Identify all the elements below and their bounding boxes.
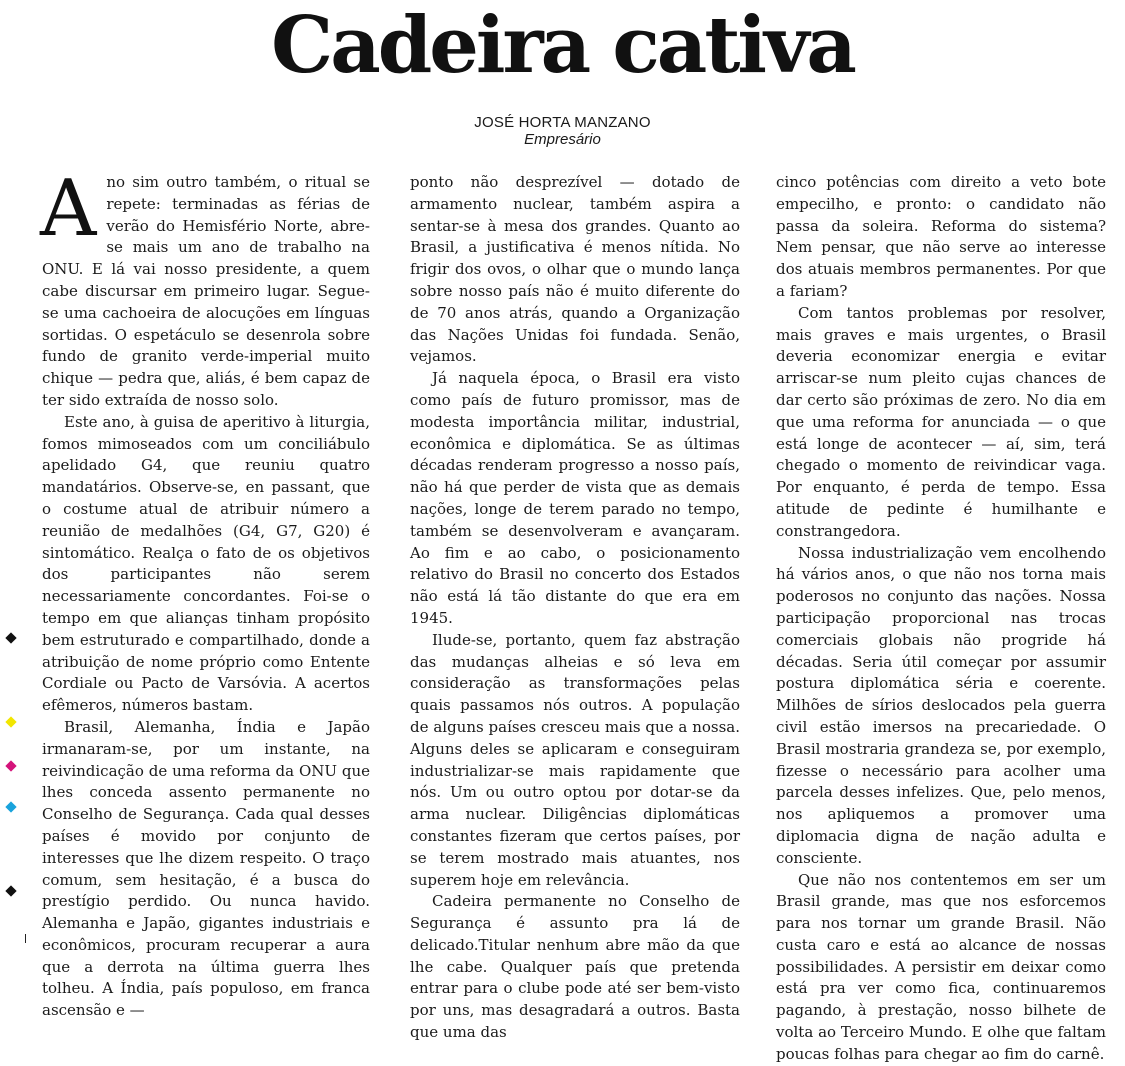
registration-mark-magenta bbox=[5, 760, 16, 771]
byline bbox=[0, 114, 1125, 148]
paragraph: Com tantos problemas por resolver, mais graves e mais urgentes, o Brasil deveria economizar energia e evitar arriscar-se num pleito cujas chances de dar certo são próximas de zero. No dia em que uma reforma for anunciada — o que está longe de acontecer — aí, sim, terá chegado o momento de reivindicar vaga. Por enquanto, é perda de tempo. Essa atitude de pedinte é humilhante e constrangedora. bbox=[776, 303, 1106, 540]
registration-mark-black bbox=[5, 885, 16, 896]
paragraph: Nossa industrialização vem encolhendo há vários anos, o que não nos torna mais poderosos no conjunto das nações. Nossa participação proporcional nas trocas comerciais globais não progride há décadas. Seria útil começar por assumir postura diplomática séria e coerente. Milhões de sírios deslocados pela guerra civil estão imersos na precariedade. O Brasil mostraria grandeza se, por exemplo, fizesse o necessário para acolher uma parcela desses infelizes. Que, pelo menos, nos apliquemos a promover uma diplomacia digna de nação adulta e consciente. bbox=[776, 543, 1106, 867]
paragraph-text: no sim outro também, o ritual se repete: terminadas as férias de verão do Hemisfério Norte, abre-se mais um ano de trabalho na ONU. E lá vai nosso presidente, a quem cabe discursar em primeiro lugar. Segue-se uma cachoeira de alocuções em línguas sortidas. O espetáculo se desenrola sobre fundo de granito verde-imperial muito chique — pedra que, aliás, é bem capaz de ter sido extraída de nosso solo. bbox=[42, 173, 370, 409]
author-name: JOSÉ HORTA MANZANO bbox=[474, 114, 651, 131]
paragraph bbox=[40, 164, 370, 412]
registration-mark-yellow bbox=[5, 716, 16, 727]
paragraph: Que não nos contentemos em ser um Brasil grande, mas que nos esforcemos para nos tornar um grande Brasil. Não custa caro e está ao alcance de nossas possibilidades. A persistir em deixar como está pra ver como fica, continuaremos pagando, à prestação, nosso bilhete de volta ao Terceiro Mundo. E olhe que faltam poucas folhas para chegar ao fim do carnê. bbox=[776, 870, 1106, 1063]
paragraph: Cadeira permanente no Conselho de Segurança é assunto pra lá de delicado.Titular nenhum abre mão da que lhe cabe. Qualquer país que pretenda entrar para o clube pode até ser bem-visto por uns, mas desagradará a outros. Basta que uma das bbox=[410, 892, 740, 1042]
drop-cap: A bbox=[40, 164, 97, 254]
article-column-2 bbox=[410, 172, 740, 1044]
paragraph: Este ano, à guisa de aperitivo à liturgia, fomos mimoseados com um conciliábulo apelidado G4, que reuniu quatro mandatários. Observe-se, en passant, que o costume atual de atribuir número a reunião de medalhões (G4, G7, G20) é sintomático. Realça o fato de os objetivos dos participantes não serem necessariamente concordantes. Foi-se o tempo em que alianças tinham propósito bem estruturado e compartilhado, donde a atribuição de nome próprio como Entente Cordiale ou Pacto de Varsóvia. A acertos efêmeros, números bastam. bbox=[42, 412, 370, 715]
paragraph: ponto não desprezível — dotado de armamento nuclear, também aspira a sentar-se à mesa dos grandes. Quanto ao Brasil, a justificativa é menos nítida. No frigir dos ovos, o olhar que o mundo lança sobre nosso país não é muito diferente do de 70 anos atrás, quando a Organização das Nações Unidas foi fundada. Senão, vejamos. bbox=[410, 173, 740, 366]
paragraph: cinco potências com direito a veto bote empecilho, e pronto: o candidato não passa da soleira. Reforma do sistema? Nem pensar, que não serve ao interesse dos atuais membros permanentes. Por que a fariam? bbox=[776, 173, 1106, 300]
paragraph: Já naquela época, o Brasil era visto como país de futuro promissor, mas de modesta importância militar, industrial, econômica e diplomática. Se as últimas décadas renderam progresso a nosso país, não há que perder de vista que as demais nações, longe de terem parado no tempo, também se desenvolveram e avançaram. Ao fim e ao cabo, o posicionamento relativo do Brasil no concerto dos Estados não está lá tão distante do que era em 1945. bbox=[410, 369, 740, 627]
author-role: Empresário bbox=[524, 131, 601, 148]
paragraph: Ilude-se, portanto, quem faz abstração das mudanças alheias e só leva em consideração as transformações pelas quais passamos nós outros. A população de alguns países cresceu mais que a nossa. Alguns deles se aplicaram e conseguiram industrializar-se mais rapidamente que nós. Um ou outro optou por dotar-se da arma nuclear. Diligências diplomáticas constantes fizeram que certos países, por se terem mostrado mais atuantes, nos superem hoje em relevância. bbox=[410, 630, 740, 889]
registration-mark-cyan bbox=[5, 801, 16, 812]
paragraph: Brasil, Alemanha, Índia e Japão irmanaram-se, por um instante, na reivindicação de uma reforma da ONU que lhes conceda assento permanente no Conselho de Segurança. Cada qual desses países é movido por conjunto de interesses que lhe dizem respeito. O traço comum, sem hesitação, é a busca do prestígio perdido. Ou nunca havido. Alemanha e Japão, gigantes industriais e econômicos, procuram recuperar a aura que a derrota na última guerra lhes tolheu. A Índia, país populoso, em franca ascensão e — bbox=[42, 717, 370, 1020]
headline: Cadeira cativa bbox=[271, 0, 854, 91]
article-column-3 bbox=[776, 172, 1106, 1066]
article-column-1 bbox=[40, 164, 370, 1022]
registration-mark-black bbox=[5, 632, 16, 643]
crop-mark bbox=[25, 934, 26, 943]
